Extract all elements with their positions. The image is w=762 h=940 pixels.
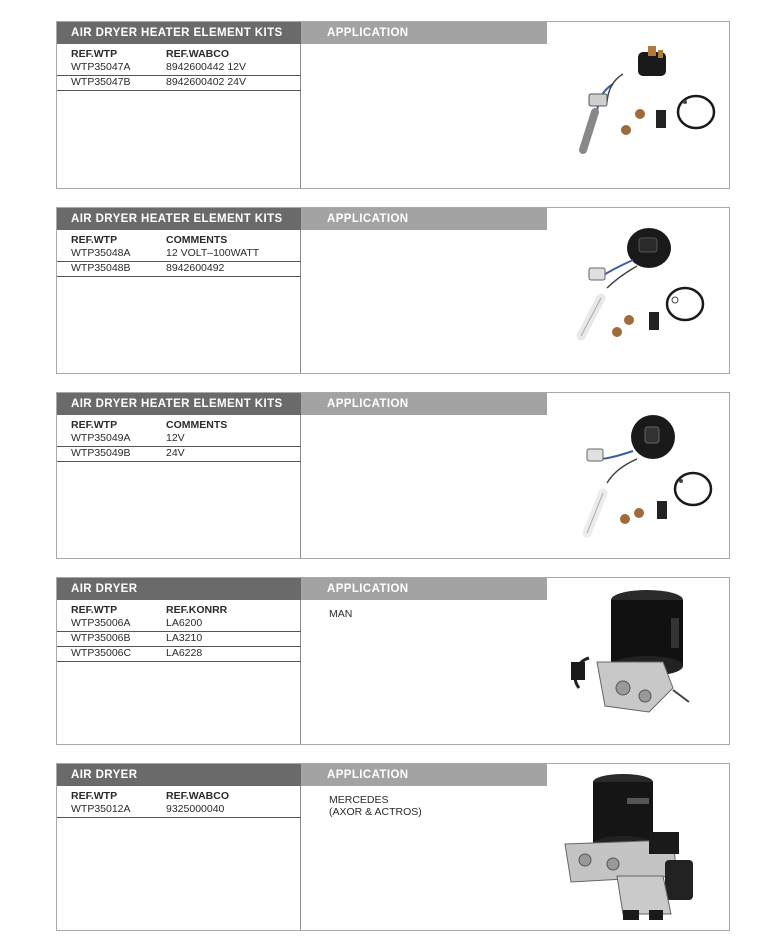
cell-ref-wtp: WTP35006B xyxy=(71,632,131,644)
application-header: APPLICATION xyxy=(301,764,547,786)
product-section-heater-kit-1 xyxy=(56,21,730,189)
cell-ref-wtp: WTP35049A xyxy=(71,432,131,444)
reference-table xyxy=(57,419,301,462)
application-line: (AXOR & ACTROS) xyxy=(329,806,422,818)
application-header: APPLICATION xyxy=(301,208,547,230)
product-section-heater-kit-2 xyxy=(56,207,730,374)
cell-ref-konrr: LA6200 xyxy=(166,617,203,629)
table-row xyxy=(57,432,301,447)
section-title: AIR DRYER xyxy=(57,764,301,786)
heater-element-kit-photo xyxy=(553,208,729,373)
column-header-comments: COMMENTS xyxy=(166,234,228,246)
product-section-air-dryer-man xyxy=(56,577,730,745)
column-header-ref-wtp: REF.WTP xyxy=(71,419,118,431)
cell-comments: 24V xyxy=(166,447,185,459)
table-row xyxy=(57,617,301,632)
table-header xyxy=(57,419,301,432)
cell-ref-wabco: 8942600442 12V xyxy=(166,61,246,73)
column-header-comments: COMMENTS xyxy=(166,419,228,431)
cell-ref-wtp: WTP35012A xyxy=(71,803,131,815)
section-title: AIR DRYER HEATER ELEMENT KITS xyxy=(57,393,301,415)
reference-table xyxy=(57,234,301,277)
air-dryer-photo xyxy=(553,764,729,930)
column-header-ref-wtp: REF.WTP xyxy=(71,48,118,60)
cell-ref-wtp: WTP35047B xyxy=(71,76,131,88)
cell-ref-wabco: 9325000040 xyxy=(166,803,225,815)
application-text: MAN xyxy=(329,608,353,620)
cell-ref-wabco: 8942600402 24V xyxy=(166,76,246,88)
cell-ref-konrr: LA6228 xyxy=(166,647,203,659)
column-header-ref-wtp: REF.WTP xyxy=(71,790,118,802)
table-row xyxy=(57,262,301,277)
table-row xyxy=(57,447,301,462)
cell-ref-konrr: LA3210 xyxy=(166,632,203,644)
table-header xyxy=(57,234,301,247)
product-section-air-dryer-mercedes xyxy=(56,763,730,931)
column-header-ref-konrr: REF.KONRR xyxy=(166,604,228,616)
cell-comments: 8942600492 xyxy=(166,262,225,274)
column-header-ref-wtp: REF.WTP xyxy=(71,604,118,616)
cell-comments: 12 VOLT–100WATT xyxy=(166,247,260,259)
application-header: APPLICATION xyxy=(301,22,547,44)
table-header xyxy=(57,604,301,617)
cell-ref-wtp: WTP35048B xyxy=(71,262,131,274)
product-section-heater-kit-3 xyxy=(56,392,730,559)
section-title: AIR DRYER xyxy=(57,578,301,600)
cell-ref-wtp: WTP35049B xyxy=(71,447,131,459)
reference-table xyxy=(57,604,301,662)
table-row xyxy=(57,247,301,262)
heater-element-kit-photo xyxy=(553,393,729,558)
reference-table xyxy=(57,48,301,91)
column-header-ref-wtp: REF.WTP xyxy=(71,234,118,246)
cell-comments: 12V xyxy=(166,432,185,444)
table-row xyxy=(57,803,301,818)
application-text xyxy=(329,794,422,818)
reference-table xyxy=(57,790,301,818)
heater-element-kit-photo xyxy=(553,22,729,188)
cell-ref-wtp: WTP35006C xyxy=(71,647,132,659)
air-dryer-photo xyxy=(553,578,729,744)
table-row xyxy=(57,647,301,662)
table-row xyxy=(57,76,301,91)
application-header: APPLICATION xyxy=(301,393,547,415)
cell-ref-wtp: WTP35048A xyxy=(71,247,131,259)
column-header-ref-wabco: REF.WABCO xyxy=(166,48,229,60)
column-header-ref-wabco: REF.WABCO xyxy=(166,790,229,802)
table-header xyxy=(57,790,301,803)
application-line: MERCEDES xyxy=(329,794,389,806)
section-title: AIR DRYER HEATER ELEMENT KITS xyxy=(57,22,301,44)
table-row xyxy=(57,632,301,647)
application-header: APPLICATION xyxy=(301,578,547,600)
cell-ref-wtp: WTP35006A xyxy=(71,617,131,629)
table-row xyxy=(57,61,301,76)
table-header xyxy=(57,48,301,61)
cell-ref-wtp: WTP35047A xyxy=(71,61,131,73)
section-title: AIR DRYER HEATER ELEMENT KITS xyxy=(57,208,301,230)
